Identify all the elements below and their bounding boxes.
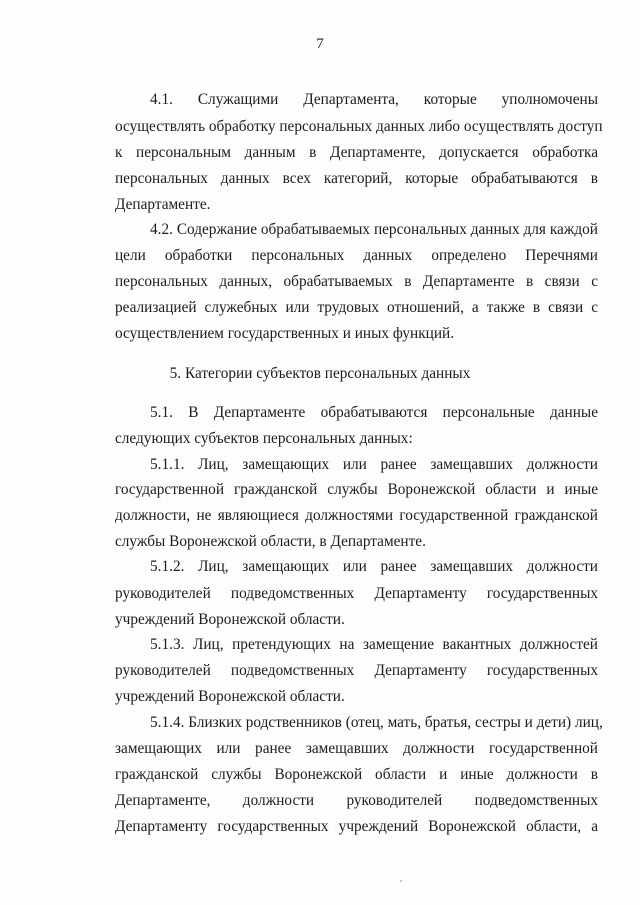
text-line: замещающих или ранее замещавших должности государственной [115,740,598,757]
text-line: государственной гражданской службы Воронежской области и иные [115,481,598,498]
text-line: реализацией служебных или трудовых отношений, а также в связи с [115,299,598,316]
text-line: Департаменту государственных учреждений Воронежской области, а [115,818,598,835]
text-line: персональных данных, обрабатываемых в Департаменте в связи с [115,273,598,290]
text-line: 5.1.2. Лиц, замещающих или ранее замещавших должности [150,558,598,575]
text-line: цели обработки персональных данных определено Перечнями [115,247,598,264]
text-line: службы Воронежской области, в Департаменте. [115,533,426,550]
text-line: учреждений Воронежской области. [115,611,345,628]
text-line: учреждений Воронежской области. [115,688,345,705]
text-line: 5.1.4. Близких родственников (отец, мать, братья, сестры и дети) лиц, [150,714,603,731]
text-line: руководителей подведомственных Департаменту государственных [115,662,598,679]
text-line: 5.1.3. Лиц, претендующих на замещение вакантных должностей [150,636,598,653]
text-line: 5.1. В Департаменте обрабатываются персональные данные [150,404,598,421]
text-line: персональных данных всех категорий, которые обрабатываются в [115,170,598,187]
text-line: Департаменте, должности руководителей подведомственных [115,792,598,809]
text-line: 4.1. Служащими Департамента, которые уполномочены [150,91,598,108]
scan-speck [400,880,402,882]
text-line: руководителей подведомственных Департаменту государственных [115,585,598,602]
page-number: 7 [316,36,324,52]
text-line: осуществлять обработку персональных данных либо осуществлять доступ [115,118,603,135]
text-line: Департаменте. [115,196,211,213]
text-line: к персональным данным в Департаменте, допускается обработка [115,144,598,161]
text-line: следующих субъектов персональных данных: [115,430,413,447]
text-line: должности, не являющиеся должностями государственной гражданской [115,507,598,524]
text-line: гражданской службы Воронежской области и иные должности в [115,766,598,783]
text-line: 4.2. Содержание обрабатываемых персональных данных для каждой [150,221,598,238]
text-line: осуществлением государственных и иных функций. [115,325,455,342]
section-heading: 5. Категории субъектов персональных данных [169,365,471,382]
text-line: 5.1.1. Лиц, замещающих или ранее замещавших должности [150,456,598,473]
